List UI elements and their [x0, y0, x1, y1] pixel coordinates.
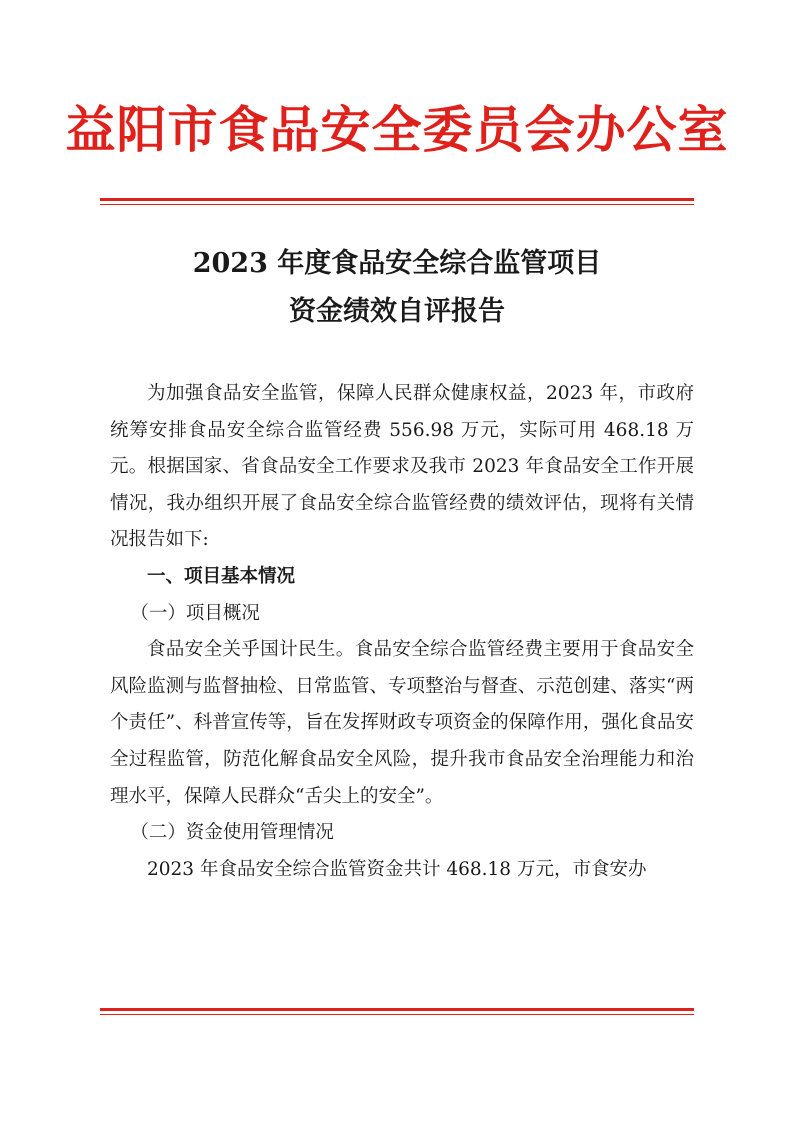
fund-management-paragraph: 2023 年食品安全综合监管资金共计 468.18 万元，市食安办 — [147, 858, 647, 880]
document-title — [0, 240, 794, 336]
section-heading-basic-info: 一、项目基本情况 — [147, 565, 296, 587]
document-body — [110, 376, 694, 888]
letterhead-org-name: 益阳市食品安全委员会办公室 — [65, 101, 729, 159]
document-title-line-2: 资金绩效自评报告 — [289, 296, 505, 327]
subsection-heading-overview: （一）项目概况 — [130, 602, 260, 624]
footer-divider — [100, 1008, 694, 1015]
intro-paragraph: 为加强食品安全监管，保障人民群众健康权益，2023 年，市政府统筹安排食品安全综合监管经费 556.98 万元，实际可用 468.18 万元。根据国家、省食品安全工作要求及我市 2023 年食品安全工作开展情况，我办组织开展了食品安全综合监管经费的绩效评估，现将有关情况报告如下: — [110, 383, 694, 551]
letterhead-divider — [100, 198, 694, 205]
subsection-heading-fund-management: （二）资金使用管理情况 — [130, 822, 334, 844]
document-title-line-1: 2023 年度食品安全综合监管项目 — [192, 248, 602, 279]
overview-paragraph: 食品安全关乎国计民生。食品安全综合监管经费主要用于食品安全风险监测与监督抽检、日常监管、专项整治与督查、示范创建、落实“两个责任”、科普宣传等，旨在发挥财政专项资金的保障作用，强化食品安全过程监管，防范化解食品安全风险，提升我市食品安全治理能力和治理水平，保障人民群众“舌尖上的安全”。 — [110, 639, 694, 807]
